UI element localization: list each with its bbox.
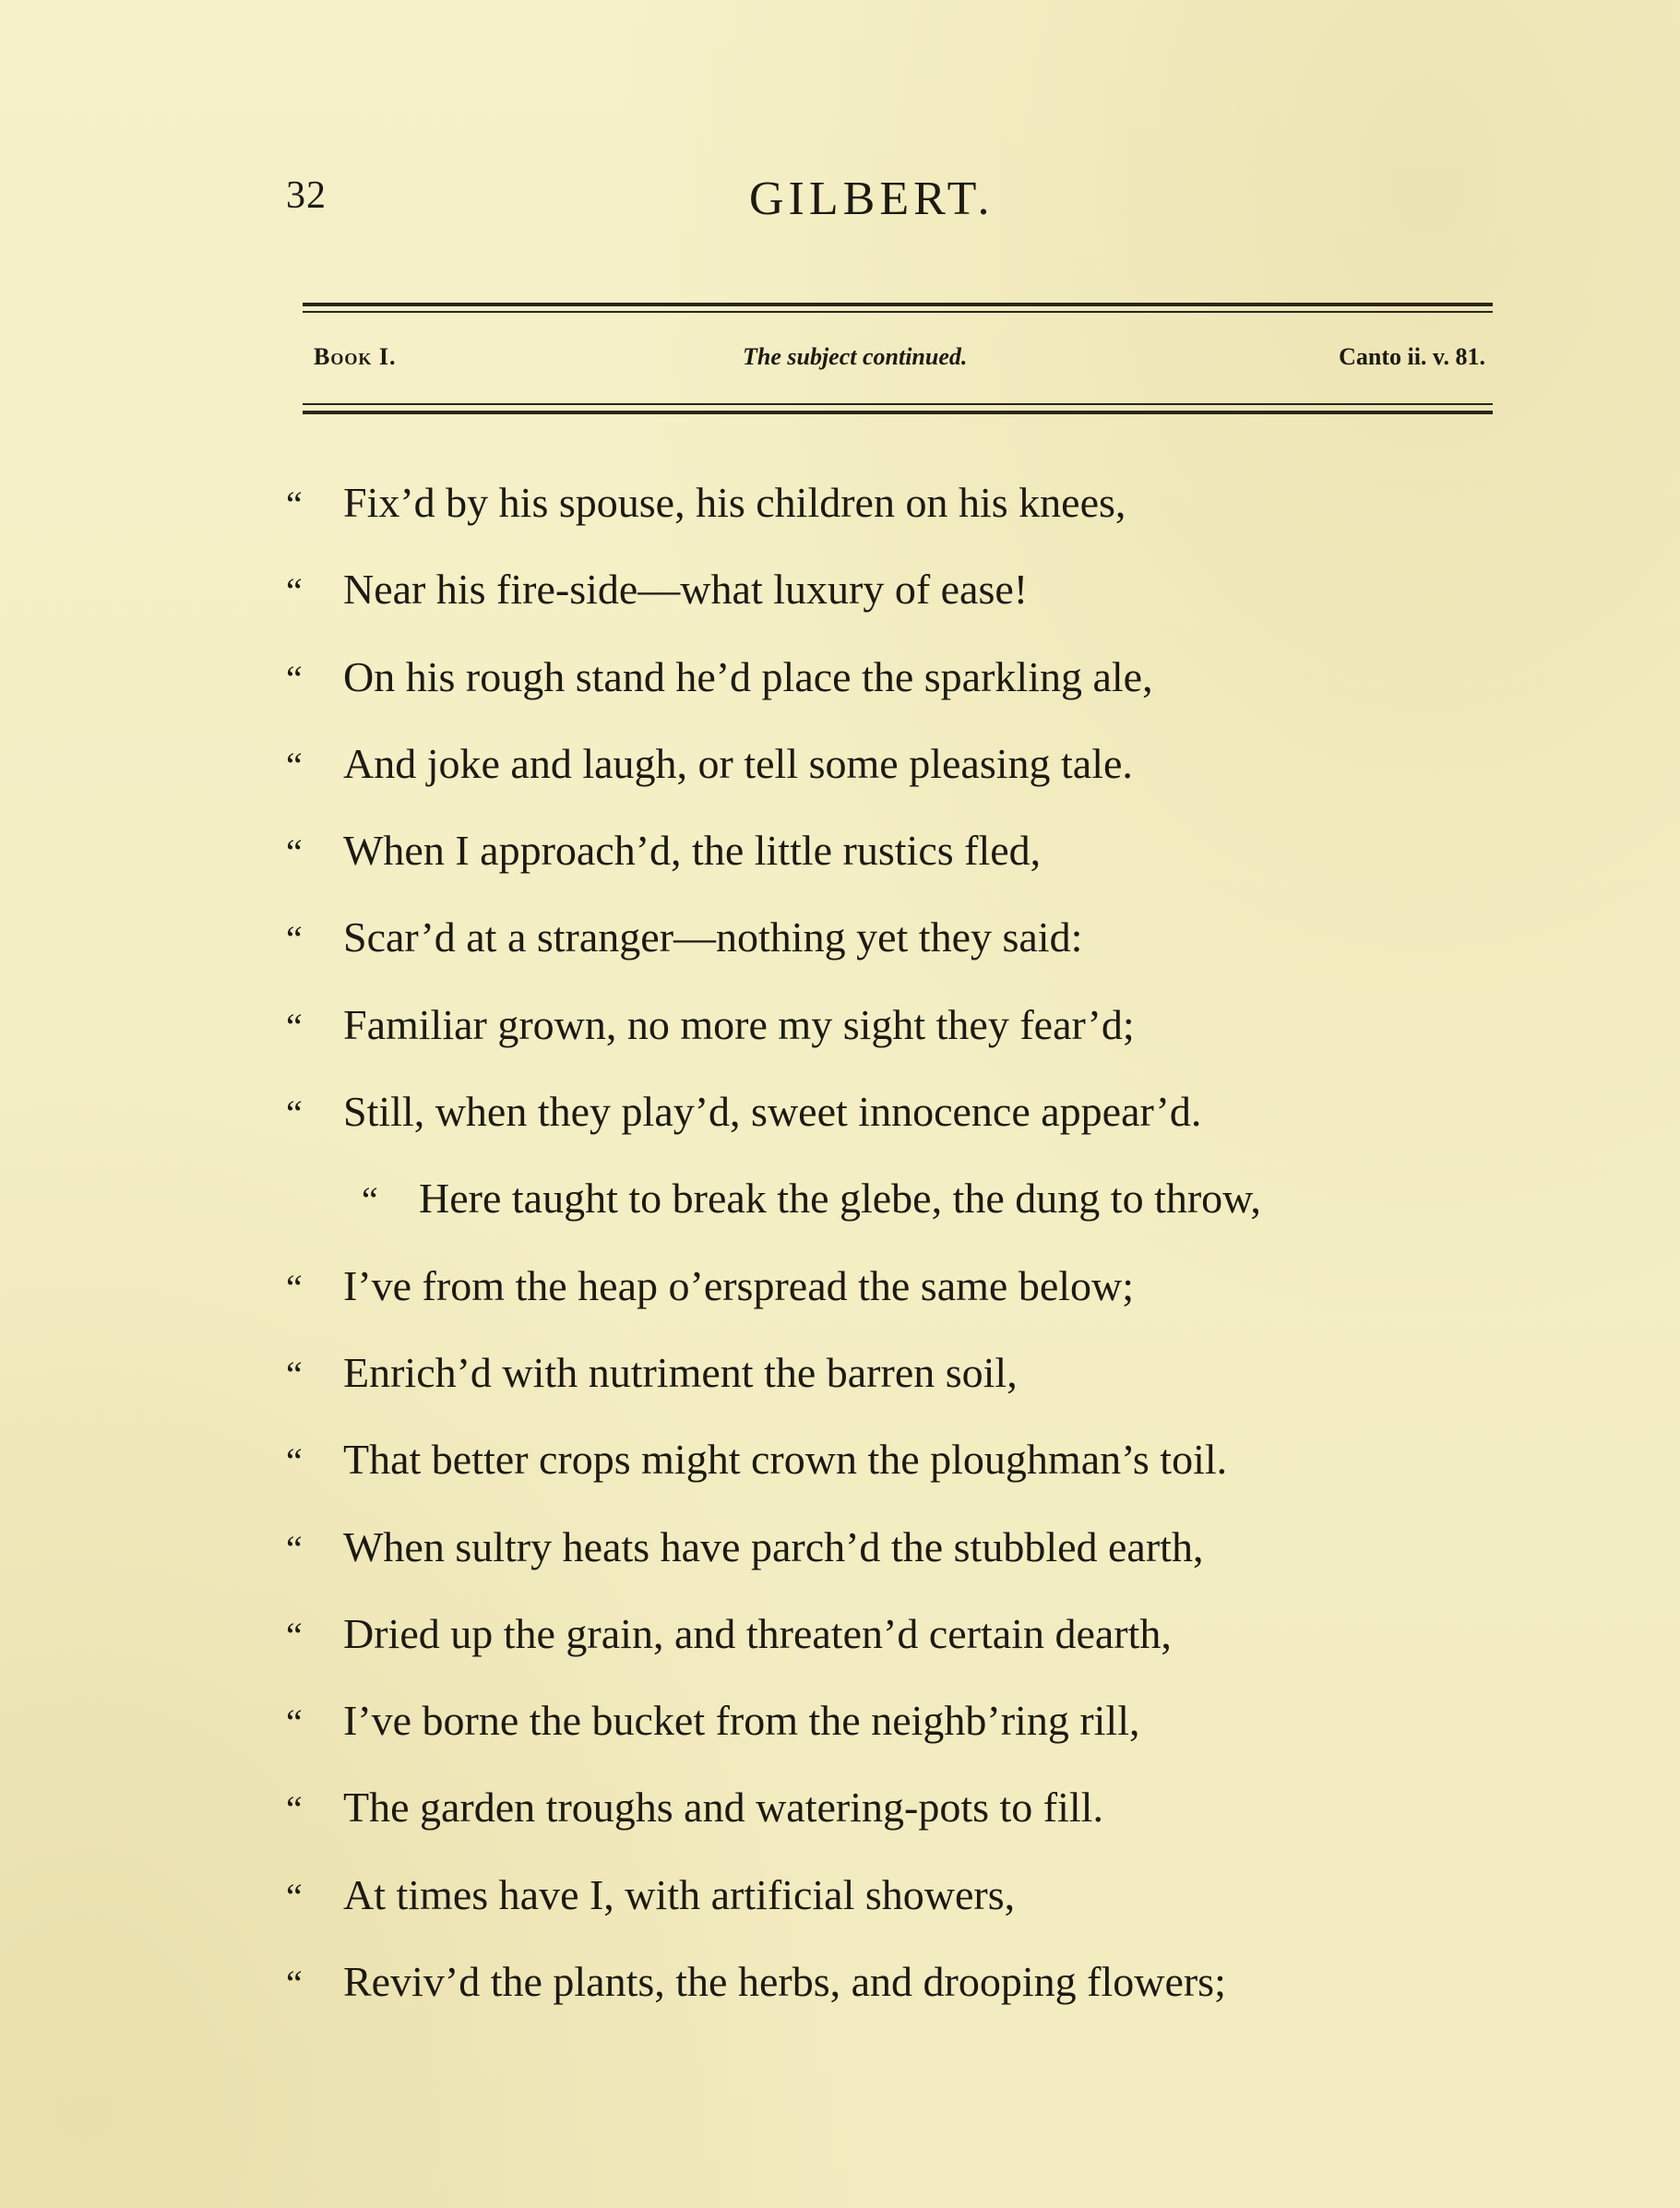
quote-mark: “ [286, 1788, 303, 1831]
quote-mark: “ [286, 1353, 303, 1395]
poem-line [286, 910, 1531, 997]
page-number: 32 [286, 174, 327, 217]
quote-mark: “ [286, 1527, 303, 1569]
poem-line-text: Enrich’d with nutriment the barren soil, [343, 1348, 1018, 1396]
poem-line-text: I’ve from the heap o’erspread the same below; [343, 1261, 1135, 1309]
poem-line [286, 562, 1531, 649]
quote-mark: “ [286, 1440, 303, 1483]
poem-line-indented [286, 1171, 1531, 1258]
poem-line [286, 1606, 1531, 1693]
poem-line-text: Scar’d at a stranger—nothing yet they said: [343, 913, 1083, 961]
poem-line-text: Near his fire-side—what luxury of ease! [343, 566, 1029, 614]
quote-mark: “ [286, 1963, 303, 2005]
quote-mark: “ [286, 1614, 303, 1656]
poem-line-text: And joke and laugh, or tell some pleasing tale. [343, 739, 1133, 787]
poem-line [286, 1780, 1531, 1867]
quote-mark: “ [286, 744, 303, 786]
poem-line [286, 1345, 1531, 1432]
page-title: GILBERT. [749, 173, 995, 225]
quote-mark: “ [286, 831, 303, 874]
top-rule-upper [303, 303, 1493, 306]
book-label: Book I. [314, 343, 397, 370]
bottom-rule-upper [303, 403, 1493, 405]
poem-line [286, 1693, 1531, 1780]
running-head [286, 173, 1495, 238]
poem-line [286, 475, 1531, 562]
quote-mark: “ [286, 1701, 303, 1744]
poem-line [286, 1084, 1531, 1171]
quote-mark: “ [286, 1005, 303, 1047]
quote-mark: “ [286, 918, 303, 961]
poem-line-text: The garden troughs and watering-pots to fill. [343, 1784, 1103, 1832]
poem-line-text: Still, when they play’d, sweet innocence appear’d. [343, 1088, 1202, 1136]
quote-mark: “ [286, 1266, 303, 1308]
section-subheading [314, 343, 1485, 380]
poem-line [286, 823, 1531, 910]
bottom-rule-lower [303, 411, 1493, 414]
poem-line-text: That better crops might crown the ploughman’s toil. [343, 1436, 1228, 1484]
poem-body [286, 475, 1531, 2041]
poem-line-text: When I approach’d, the little rustics fled, [343, 827, 1042, 875]
poem-line-text: When sultry heats have parch’d the stubbled earth, [343, 1522, 1204, 1570]
poem-line-text: Fix’d by his spouse, his children on his knees, [343, 479, 1126, 526]
poem-line [286, 650, 1531, 736]
poem-line-text: Here taught to break the glebe, the dung to throw, [419, 1175, 1261, 1223]
subject-label: The subject continued. [743, 343, 968, 370]
quote-mark: “ [286, 483, 303, 525]
quote-mark: “ [286, 570, 303, 613]
quote-mark: “ [286, 657, 303, 699]
poem-line [286, 1868, 1531, 1954]
canto-label: Canto ii. v. 81. [1339, 343, 1485, 370]
poem-line-text: Familiar grown, no more my sight they fear’d; [343, 1000, 1135, 1048]
quote-mark: “ [362, 1179, 378, 1222]
poem-line [286, 997, 1531, 1084]
quote-mark: “ [286, 1875, 303, 1917]
poem-line [286, 736, 1531, 823]
quote-mark: “ [286, 1092, 303, 1135]
poem-line-text: At times have I, with artificial showers, [343, 1870, 1016, 1918]
top-rule-lower [303, 311, 1493, 313]
poem-line-text: On his rough stand he’d place the sparkling ale, [343, 652, 1153, 700]
poem-line-text: Dried up the grain, and threaten’d certain dearth, [343, 1609, 1172, 1657]
poem-line-text: I’ve borne the bucket from the neighb’ring rill, [343, 1697, 1140, 1745]
poem-line [286, 1259, 1531, 1345]
poem-line [286, 1520, 1531, 1606]
poem-line [286, 1432, 1531, 1519]
poem-line-text: Reviv’d the plants, the herbs, and drooping flowers; [343, 1958, 1226, 2006]
poem-line [286, 1954, 1531, 2041]
